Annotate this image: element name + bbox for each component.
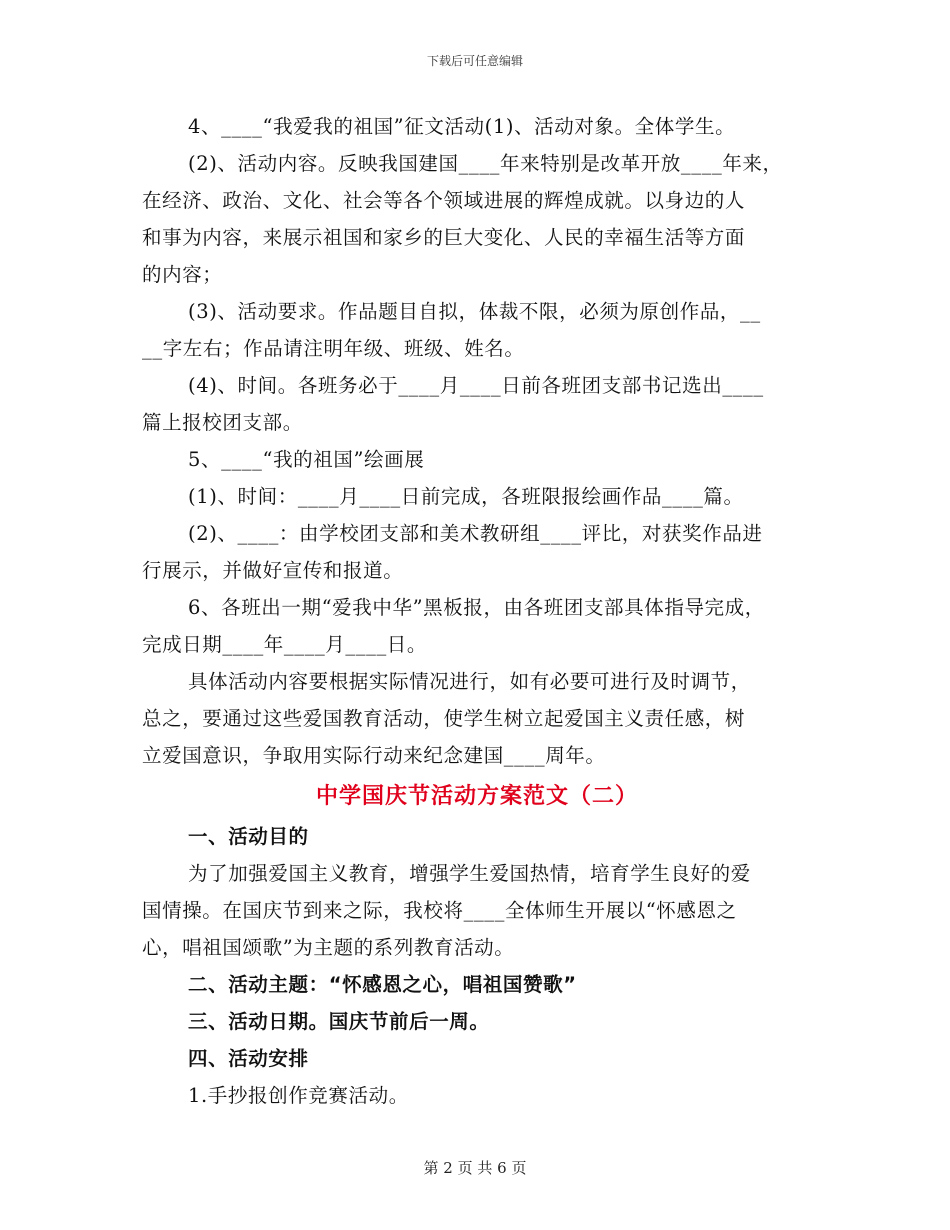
paragraph-line: 5、____“我的祖国”绘画展 xyxy=(188,448,425,471)
paragraph-line: 和事为内容，来展示祖国和家乡的巨大变化、人民的幸福生活等方面 xyxy=(142,226,746,249)
paragraph-line: (2)、____：由学校团支部和美术教研组____评比，对获奖作品进 xyxy=(188,522,763,545)
page-footer: 第 2 页 共 6 页 xyxy=(423,1159,527,1177)
paragraph-line: 行展示，并做好宣传和报道。 xyxy=(142,559,404,582)
heading-line: 三、活动日期。国庆节前后一周。 xyxy=(188,1010,490,1033)
paragraph-line: 1.手抄报创作竞赛活动。 xyxy=(188,1084,409,1107)
section-one-text xyxy=(142,108,812,774)
document-body xyxy=(142,108,812,1114)
paragraph-line: 心，唱祖国颂歌”为主题的系列教育活动。 xyxy=(142,936,515,959)
paragraph-line: 具体活动内容要根据实际情况进行，如有必要可进行及时调节， xyxy=(188,670,751,693)
paragraph-line: (3)、活动要求。作品题目自拟，体裁不限，必须为原创作品，__ xyxy=(188,300,761,323)
paragraph-line: 国情操。在国庆节到来之际，我校将____全体师生开展以“怀感恩之 xyxy=(142,899,737,922)
heading-line: 二、活动主题：“怀感恩之心，唱祖国赞歌” xyxy=(188,973,577,996)
paragraph-line: (4)、时间。各班务必于____月____日前各班团支部书记选出____ xyxy=(188,374,764,397)
paragraph-line: (1)、时间：____月____日前完成，各班限报绘画作品____篇。 xyxy=(188,485,744,508)
paragraph-line: 为了加强爱国主义教育，增强学生爱国热情，培育学生良好的爱 xyxy=(188,862,751,885)
paragraph-line: 6、各班出一期“爱我中华”黑板报，由各班团支部具体指导完成， xyxy=(188,596,765,619)
header-note: 下载后可任意编辑 xyxy=(426,54,523,68)
paragraph-line: 完成日期____年____月____日。 xyxy=(142,633,427,656)
paragraph-line: 在经济、政治、文化、社会等各个领域进展的辉煌成就。以身边的人 xyxy=(142,189,746,212)
paragraph-line: 总之，要通过这些爱国教育活动，使学生树立起爱国主义责任感，树 xyxy=(142,707,746,730)
heading-line: 四、活动安排 xyxy=(188,1047,309,1070)
paragraph-line: 篇上报校团支部。 xyxy=(142,411,303,434)
section-two-text xyxy=(142,818,812,1114)
paragraph-line: 立爱国意识，争取用实际行动来纪念建国____周年。 xyxy=(142,744,606,767)
heading-line: 一、活动目的 xyxy=(188,825,309,848)
section-title: 中学国庆节活动方案范文（二） xyxy=(315,784,638,809)
paragraph-line: (2)、活动内容。反映我国建国____年来特别是改革开放____年来， xyxy=(188,152,783,175)
paragraph-line: __字左右；作品请注明年级、班级、姓名。 xyxy=(142,337,525,360)
paragraph-line: 4、____“我爱我的祖国”征文活动(1)、活动对象。全体学生。 xyxy=(188,115,736,138)
paragraph-line: 的内容； xyxy=(142,263,223,286)
